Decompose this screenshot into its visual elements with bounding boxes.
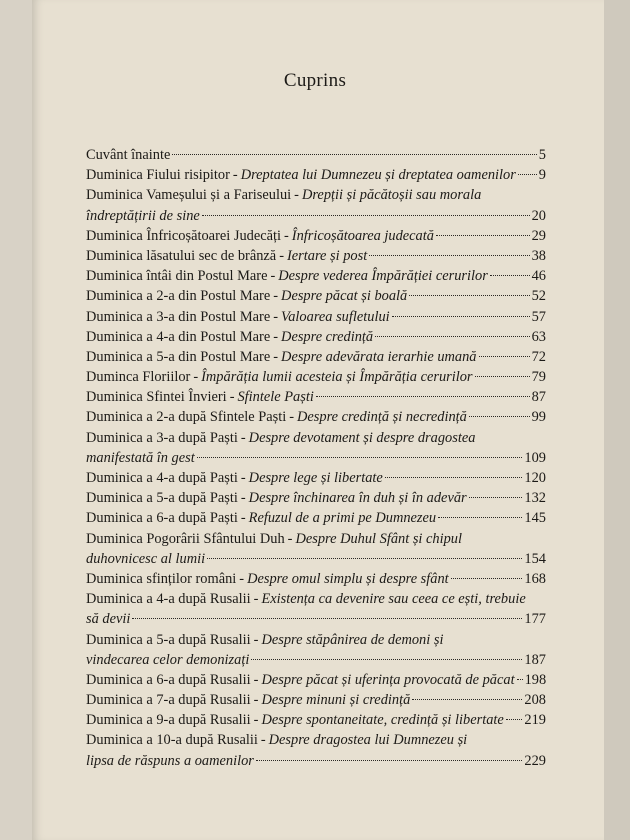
toc-entry-line (86, 630, 546, 650)
dot-leader (438, 517, 522, 518)
dot-leader (451, 578, 523, 579)
toc-entry-page-number: 52 (531, 288, 546, 305)
toc-entry-title: Duminica Sfintei Învieri (86, 389, 227, 406)
toc-entry-subtitle: Valoarea sufletului (281, 308, 390, 325)
toc-entry-title: Duminica a 6-a după Paști (86, 510, 238, 527)
toc-entry-line (86, 488, 546, 508)
toc-entry-subtitle: Sfintele Paști (237, 389, 314, 406)
toc-entry (86, 367, 546, 387)
toc-entry-separator: - (253, 671, 259, 688)
toc-entry-subtitle: Despre Duhul Sfânt și chipul (295, 530, 462, 547)
dot-leader (475, 376, 530, 377)
toc-entry-line (86, 327, 546, 347)
toc-entry-title: Cuvânt înainte (86, 147, 171, 163)
toc-entry-title: Duminca Floriilor (86, 369, 191, 386)
toc-entry-separator: - (253, 712, 259, 729)
dot-leader (375, 336, 530, 337)
toc-entry-title: Duminica Înfricoșătoarei Judecăți (86, 227, 281, 244)
toc-entry-separator: - (193, 369, 199, 386)
toc-entry (86, 165, 546, 185)
toc-entry (86, 185, 546, 225)
toc-entry-page-number: 120 (524, 470, 546, 486)
toc-entry-subtitle: Refuzul de a primi pe Dumnezeu (248, 510, 437, 527)
toc-entry-page-number: 72 (531, 348, 546, 365)
toc-entry-line (86, 589, 546, 609)
toc-entry-title: Duminica a 2-a din Postul Mare (86, 288, 271, 305)
toc-entry (86, 488, 546, 508)
toc-entry-subtitle: Despre omul simplu și despre sfânt (247, 570, 449, 587)
toc-entry-line (86, 407, 546, 427)
toc-entry-separator: - (240, 429, 246, 446)
toc-entry-line (86, 690, 546, 710)
toc-entry-separator: - (240, 470, 246, 486)
toc-entry (86, 347, 546, 367)
toc-entry-subtitle: Despre păcat și uferința provocată de păcat (261, 671, 515, 688)
toc-entry-page-number: 79 (531, 369, 546, 386)
toc-entry-title: Duminica a 4-a după Paști (86, 470, 238, 486)
toc-entry-subtitle: Drepții și păcătoșii sau morala (301, 187, 482, 204)
toc-entry-page-number: 168 (524, 570, 546, 587)
toc-entry (86, 569, 546, 589)
toc-entry-page-number: 99 (531, 409, 546, 426)
dot-leader (369, 255, 529, 256)
dot-leader (197, 457, 523, 458)
toc-entry-subtitle: Despre lege și libertate (248, 470, 383, 486)
toc-entry-separator: - (273, 288, 279, 305)
toc-entry-page-number: 154 (524, 550, 546, 567)
toc-entry-separator: - (287, 530, 293, 547)
toc-entry-title: Duminica a 2-a după Sfintele Paști (86, 409, 287, 426)
toc-entry-title: Duminica a 4-a după Rusalii (86, 591, 251, 608)
toc-entry (86, 307, 546, 327)
toc-entry-subtitle: Dreptatea lui Dumnezeu și dreptatea oamenilor (240, 167, 516, 184)
toc-entry-line (86, 710, 546, 730)
toc-entry-separator: - (232, 167, 238, 184)
dot-leader (469, 497, 523, 498)
dot-leader (518, 174, 537, 175)
toc-entry (86, 407, 546, 427)
toc-entry-page-number: 29 (531, 227, 546, 244)
toc-entry (86, 327, 546, 347)
toc-entry-separator: - (229, 389, 235, 406)
page-edge (604, 0, 630, 840)
toc-entry-line (86, 670, 546, 690)
toc-entry-line (86, 468, 546, 488)
dot-leader (207, 558, 522, 559)
toc-entry (86, 690, 546, 710)
dot-leader (506, 719, 523, 720)
toc-entry-separator: - (273, 308, 279, 325)
dot-leader (316, 396, 530, 397)
toc-entry-title: Duminica a 3-a după Paști (86, 429, 238, 446)
toc-entry-title: Duminica Fiului risipitor (86, 167, 230, 184)
toc-entry-page-number: 208 (524, 692, 546, 709)
toc-entry (86, 428, 546, 468)
toc-entry-page-number: 46 (531, 268, 546, 285)
toc-entry-subtitle: Împărăția lumii acesteia și Împărăția cerurilor (201, 369, 473, 386)
toc-entry-line (86, 529, 546, 549)
toc-entry-subtitle: Despre credință (281, 328, 374, 345)
toc-entry-separator: - (294, 187, 299, 204)
dot-leader (256, 760, 523, 761)
toc-entry-page-number: 109 (524, 449, 546, 466)
toc-entry-title: Duminica a 10-a după Rusalii (86, 732, 258, 749)
toc-entry-title: Duminica a 3-a din Postul Mare (86, 308, 271, 325)
toc-entry-subtitle-continued: duhovnicesc al lumii (86, 550, 206, 567)
toc-entry-line (86, 206, 546, 226)
toc-entry-separator: - (253, 692, 259, 709)
toc-entry-line (86, 448, 546, 468)
toc-entry-page-number: 177 (524, 611, 546, 628)
table-of-contents (86, 145, 546, 771)
toc-entry-page-number: 38 (531, 247, 546, 264)
toc-entry-subtitle: Despre închinarea în duh și în adevăr (248, 490, 467, 507)
toc-entry-subtitle: Despre vederea Împărăției cerurilor (278, 268, 488, 285)
dot-leader (517, 679, 523, 680)
toc-entry-line (86, 650, 546, 670)
toc-entry-separator: - (240, 510, 246, 527)
toc-entry-subtitle: Iertare și post (287, 247, 368, 264)
toc-entry-title: Duminica a 6-a după Rusalii (86, 671, 251, 688)
toc-entry-subtitle: Despre devotament și despre dragostea (248, 429, 476, 446)
toc-entry-title: Duminica a 5-a după Rusalii (86, 631, 251, 648)
dot-leader (436, 235, 530, 236)
toc-entry (86, 266, 546, 286)
toc-entry-separator: - (273, 348, 279, 365)
toc-entry-page-number: 198 (524, 671, 546, 688)
toc-entry-title: Duminica a 5-a după Paști (86, 490, 238, 507)
toc-entry-line (86, 508, 546, 528)
toc-entry-page-number: 229 (524, 752, 546, 769)
toc-entry-subtitle: Despre dragostea lui Dumnezeu și (268, 732, 468, 749)
toc-entry-separator: - (279, 247, 284, 264)
toc-entry-line (86, 246, 546, 266)
toc-entry (86, 710, 546, 730)
toc-entry-subtitle-continued: vindecarea celor demonizați (86, 651, 250, 668)
toc-entry-subtitle-continued: lipsa de răspuns a oamenilor (86, 752, 254, 769)
toc-entry (86, 145, 546, 165)
toc-entry-line (86, 266, 546, 286)
toc-entry-page-number: 20 (531, 207, 546, 224)
toc-entry-separator: - (260, 732, 266, 749)
toc-entry-line (86, 609, 546, 629)
toc-entry-line (86, 549, 546, 569)
dot-leader (132, 618, 522, 619)
toc-entry-page-number: 57 (531, 308, 546, 325)
dot-leader (202, 215, 530, 216)
toc-entry-title: Duminica a 7-a după Rusalii (86, 692, 251, 709)
toc-entry (86, 730, 546, 770)
toc-entry-page-number: 219 (524, 712, 546, 729)
toc-entry-line (86, 367, 546, 387)
toc-entry-separator: - (253, 631, 259, 648)
toc-entry-subtitle: Despre spontaneitate, credință și libertate (261, 712, 504, 729)
toc-entry-page-number: 87 (531, 389, 546, 406)
toc-entry-subtitle-continued: manifestată în gest (86, 449, 195, 466)
toc-entry-separator: - (239, 570, 245, 587)
toc-entry-subtitle: Despre păcat și boală (281, 288, 408, 305)
toc-entry-page-number: 5 (538, 147, 546, 163)
toc-entry-title: Duminica lăsatului sec de brânză (86, 247, 277, 264)
toc-entry-subtitle: Despre minuni și credință (261, 692, 411, 709)
dot-leader (385, 477, 523, 478)
toc-entry-subtitle: Existența ca devenire sau ceea ce ești, trebuie (261, 591, 526, 608)
toc-entry-line (86, 730, 546, 750)
toc-entry-line (86, 428, 546, 448)
toc-entry (86, 468, 546, 488)
toc-entry (86, 246, 546, 266)
toc-entry-title: Duminica a 5-a din Postul Mare (86, 348, 271, 365)
toc-entry-subtitle-continued: să devii (86, 611, 131, 628)
toc-entry-line (86, 185, 546, 205)
dot-leader (469, 416, 530, 417)
page-title: Cuprins (283, 70, 347, 91)
toc-entry-separator: - (270, 268, 276, 285)
toc-entry-line (86, 145, 546, 165)
toc-entry-line (86, 387, 546, 407)
toc-entry-line (86, 569, 546, 589)
toc-entry-title: Duminica întâi din Postul Mare (86, 268, 268, 285)
toc-entry-separator: - (240, 490, 246, 507)
toc-entry-title: Duminica a 9-a după Rusalii (86, 712, 251, 729)
toc-entry-page-number: 187 (524, 651, 546, 668)
toc-entry (86, 226, 546, 246)
toc-entry-line (86, 226, 546, 246)
toc-entry-title: Duminica a 4-a din Postul Mare (86, 328, 271, 345)
toc-entry-line (86, 286, 546, 306)
toc-entry-line (86, 165, 546, 185)
dot-leader (409, 295, 529, 296)
toc-entry-separator: - (284, 227, 289, 244)
toc-entry (86, 508, 546, 528)
toc-entry-subtitle: Despre adevărata ierarhie umană (281, 348, 477, 365)
dot-leader (490, 275, 530, 276)
toc-entry-subtitle: Înfricoșătoarea judecată (291, 227, 434, 244)
toc-entry-page-number: 63 (531, 328, 546, 345)
dot-leader (392, 316, 530, 317)
dot-leader (412, 699, 522, 700)
dot-leader (479, 356, 530, 357)
toc-entry-page-number: 9 (538, 167, 546, 184)
toc-entry-title: Duminica Pogorârii Sfântului Duh (86, 530, 285, 547)
toc-entry-subtitle: Despre credință și necredință (297, 409, 467, 426)
toc-entry-subtitle-continued: îndreptățirii de sine (86, 207, 200, 224)
toc-entry-page-number: 132 (524, 490, 546, 507)
toc-entry (86, 589, 546, 629)
toc-entry (86, 630, 546, 670)
toc-entry-separator: - (253, 591, 259, 608)
toc-entry-title: Duminica sfinților români (86, 570, 237, 587)
toc-entry-separator: - (273, 328, 279, 345)
dot-leader (251, 659, 522, 660)
toc-entry-title: Duminica Vameșului și a Fariseului (86, 187, 292, 204)
toc-entry-line (86, 751, 546, 771)
dot-leader (172, 154, 536, 155)
toc-entry-line (86, 307, 546, 327)
toc-entry (86, 529, 546, 569)
toc-entry-subtitle: Despre stăpânirea de demoni și (261, 631, 444, 648)
toc-entry (86, 387, 546, 407)
toc-entry-page-number: 145 (524, 510, 546, 527)
toc-entry-line (86, 347, 546, 367)
toc-entry-separator: - (289, 409, 295, 426)
toc-entry (86, 286, 546, 306)
toc-entry (86, 670, 546, 690)
